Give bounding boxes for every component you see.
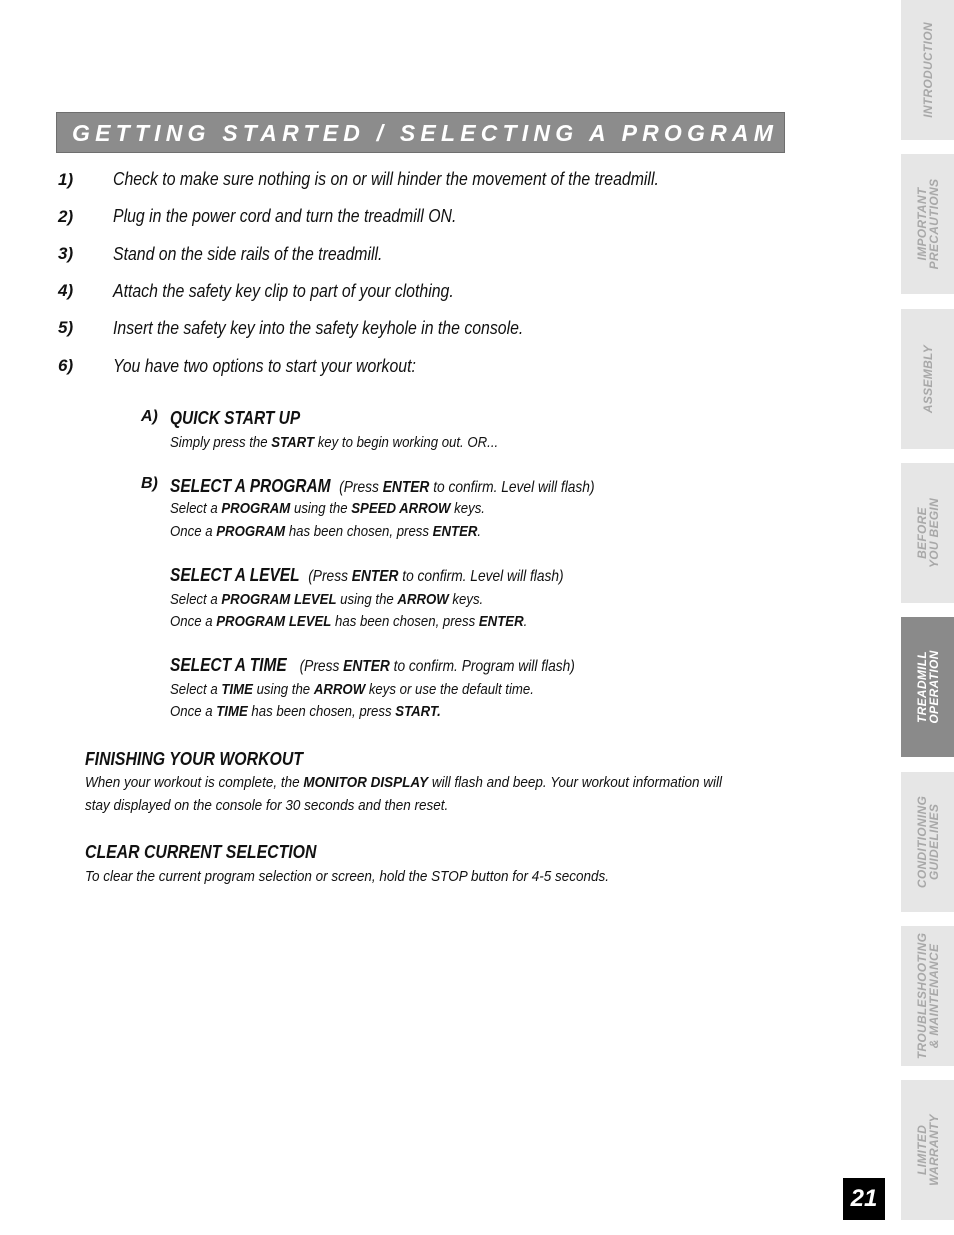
time-line-2 [170,703,441,720]
text: to confirm. Program will flash) [389,658,575,675]
text: keys or use the default time. [365,681,534,698]
key-name: START. [395,703,441,720]
key-name: ENTER [432,523,478,540]
step-text: Stand on the side rails of the treadmill. [113,244,383,264]
text: . [477,523,482,540]
key-name: ARROW [313,681,366,698]
step-text: Check to make sure nothing is on or will hinder the movement of the treadmill. [113,169,659,189]
key-name: PROGRAM [216,523,286,540]
tab-label: ASSEMBLY [920,344,935,414]
page-number: 21 [843,1178,885,1220]
option-b-line-1 [170,500,485,517]
tab-label: INTRODUCTION [920,22,935,118]
time-note [300,658,575,675]
clear-title: CLEAR CURRENT SELECTION [85,842,317,862]
text: has been chosen, press [247,703,396,720]
text: Once a [170,523,217,540]
option-b-line-2 [170,523,481,540]
tab-treadmill-operation[interactable] [901,617,954,757]
step-number: 3) [58,244,74,263]
finishing-line-2: stay displayed on the console for 30 seconds and then reset. [85,797,449,814]
text: has been chosen, press [331,613,479,630]
text: using the [336,591,398,608]
section-title-model: (T72 model) [789,128,892,144]
time-line-1 [170,681,534,698]
level-line-2 [170,613,527,630]
text: Select a [170,500,222,517]
text: has been chosen, press [285,523,433,540]
key-name: ENTER [343,658,390,675]
step-text: Attach the safety key clip to part of your clothing. [113,281,454,301]
key-name: PROGRAM [221,500,291,517]
tab-important-precautions[interactable] [901,154,954,294]
key-name: SPEED ARROW [351,500,451,517]
key-name: ENTER [351,568,399,585]
tab-conditioning-guidelines[interactable] [901,772,954,912]
tab-label: TREADMILL OPERATION [914,650,941,724]
text: (Press [299,658,344,675]
key-name: ENTER [382,479,430,496]
text: using the [252,681,314,698]
text: key to begin working out. OR... [314,434,499,451]
step-number: 1) [58,170,74,189]
section-title [72,120,892,147]
text: . [523,613,528,630]
step-text: Plug in the power cord and turn the treadmill ON. [113,206,457,226]
tab-limited-warranty[interactable] [901,1080,954,1220]
level-title-text: SELECT A LEVEL [170,565,300,585]
section-title-bar [56,112,892,153]
key-name: ENTER [478,613,524,630]
step-text: You have two options to start your workout: [113,356,416,376]
time-title-text: SELECT A TIME [170,655,287,675]
tab-introduction[interactable] [901,0,954,140]
tab-before-you-begin[interactable] [901,463,954,603]
option-b-title-text: SELECT A PROGRAM [170,476,331,496]
text: Select a [170,681,222,698]
tab-troubleshooting-maintenance[interactable] [901,926,954,1066]
key-name: ARROW [397,591,449,608]
option-a-title-text: QUICK START UP [170,408,301,428]
step-text: Insert the safety key into the safety keyhole in the console. [113,318,524,338]
text: (Press [308,568,352,585]
level-note [308,568,563,585]
tab-label: TROUBLESHOOTING & MAINTENANCE [914,932,941,1060]
tab-label: LIMITED WARRANTY [914,1114,941,1186]
step-number: 6) [58,356,74,375]
text: Once a [170,613,217,630]
text: to confirm. Level will flash) [398,568,564,585]
step-number: 5) [58,318,74,337]
tab-label: BEFORE YOU BEGIN [914,497,941,569]
option-a-line [170,434,498,451]
text: will flash and beep. Your workout information will [428,774,723,791]
step-number: 2) [58,207,74,226]
level-title [170,565,564,586]
text: Simply press the [170,434,272,451]
option-a-title [170,408,300,429]
text: When your workout is complete, the [85,774,304,791]
finishing-title: FINISHING YOUR WORKOUT [85,749,303,769]
key-name: PROGRAM LEVEL [216,613,332,630]
key-name: TIME [216,703,248,720]
finishing-line-1 [85,774,722,791]
text: Select a [170,591,222,608]
tab-assembly[interactable] [901,309,954,449]
tab-label: CONDITIONING GUIDELINES [914,795,941,889]
step-number: 4) [58,281,74,300]
key-name: TIME [221,681,253,698]
tab-label: IMPORTANT PRECAUTIONS [914,178,941,270]
text: (Press [339,479,383,496]
option-b-note [339,479,594,496]
option-letter: A) [141,408,158,425]
key-name: PROGRAM LEVEL [221,591,337,608]
text: using the [290,500,352,517]
text: keys. [450,500,485,517]
level-line-1 [170,591,483,608]
option-b-title [170,476,595,497]
text: Once a [170,703,217,720]
key-name: START [271,434,315,451]
option-letter: B) [141,475,158,492]
key-name: MONITOR DISPLAY [303,774,429,791]
section-title-text: GETTING STARTED / SELECTING A PROGRAM [72,120,779,146]
time-title [170,655,575,676]
text: keys. [448,591,484,608]
text: to confirm. Level will flash) [429,479,595,496]
clear-text: To clear the current program selection or screen, hold the STOP button for 4-5 seconds. [85,868,610,885]
